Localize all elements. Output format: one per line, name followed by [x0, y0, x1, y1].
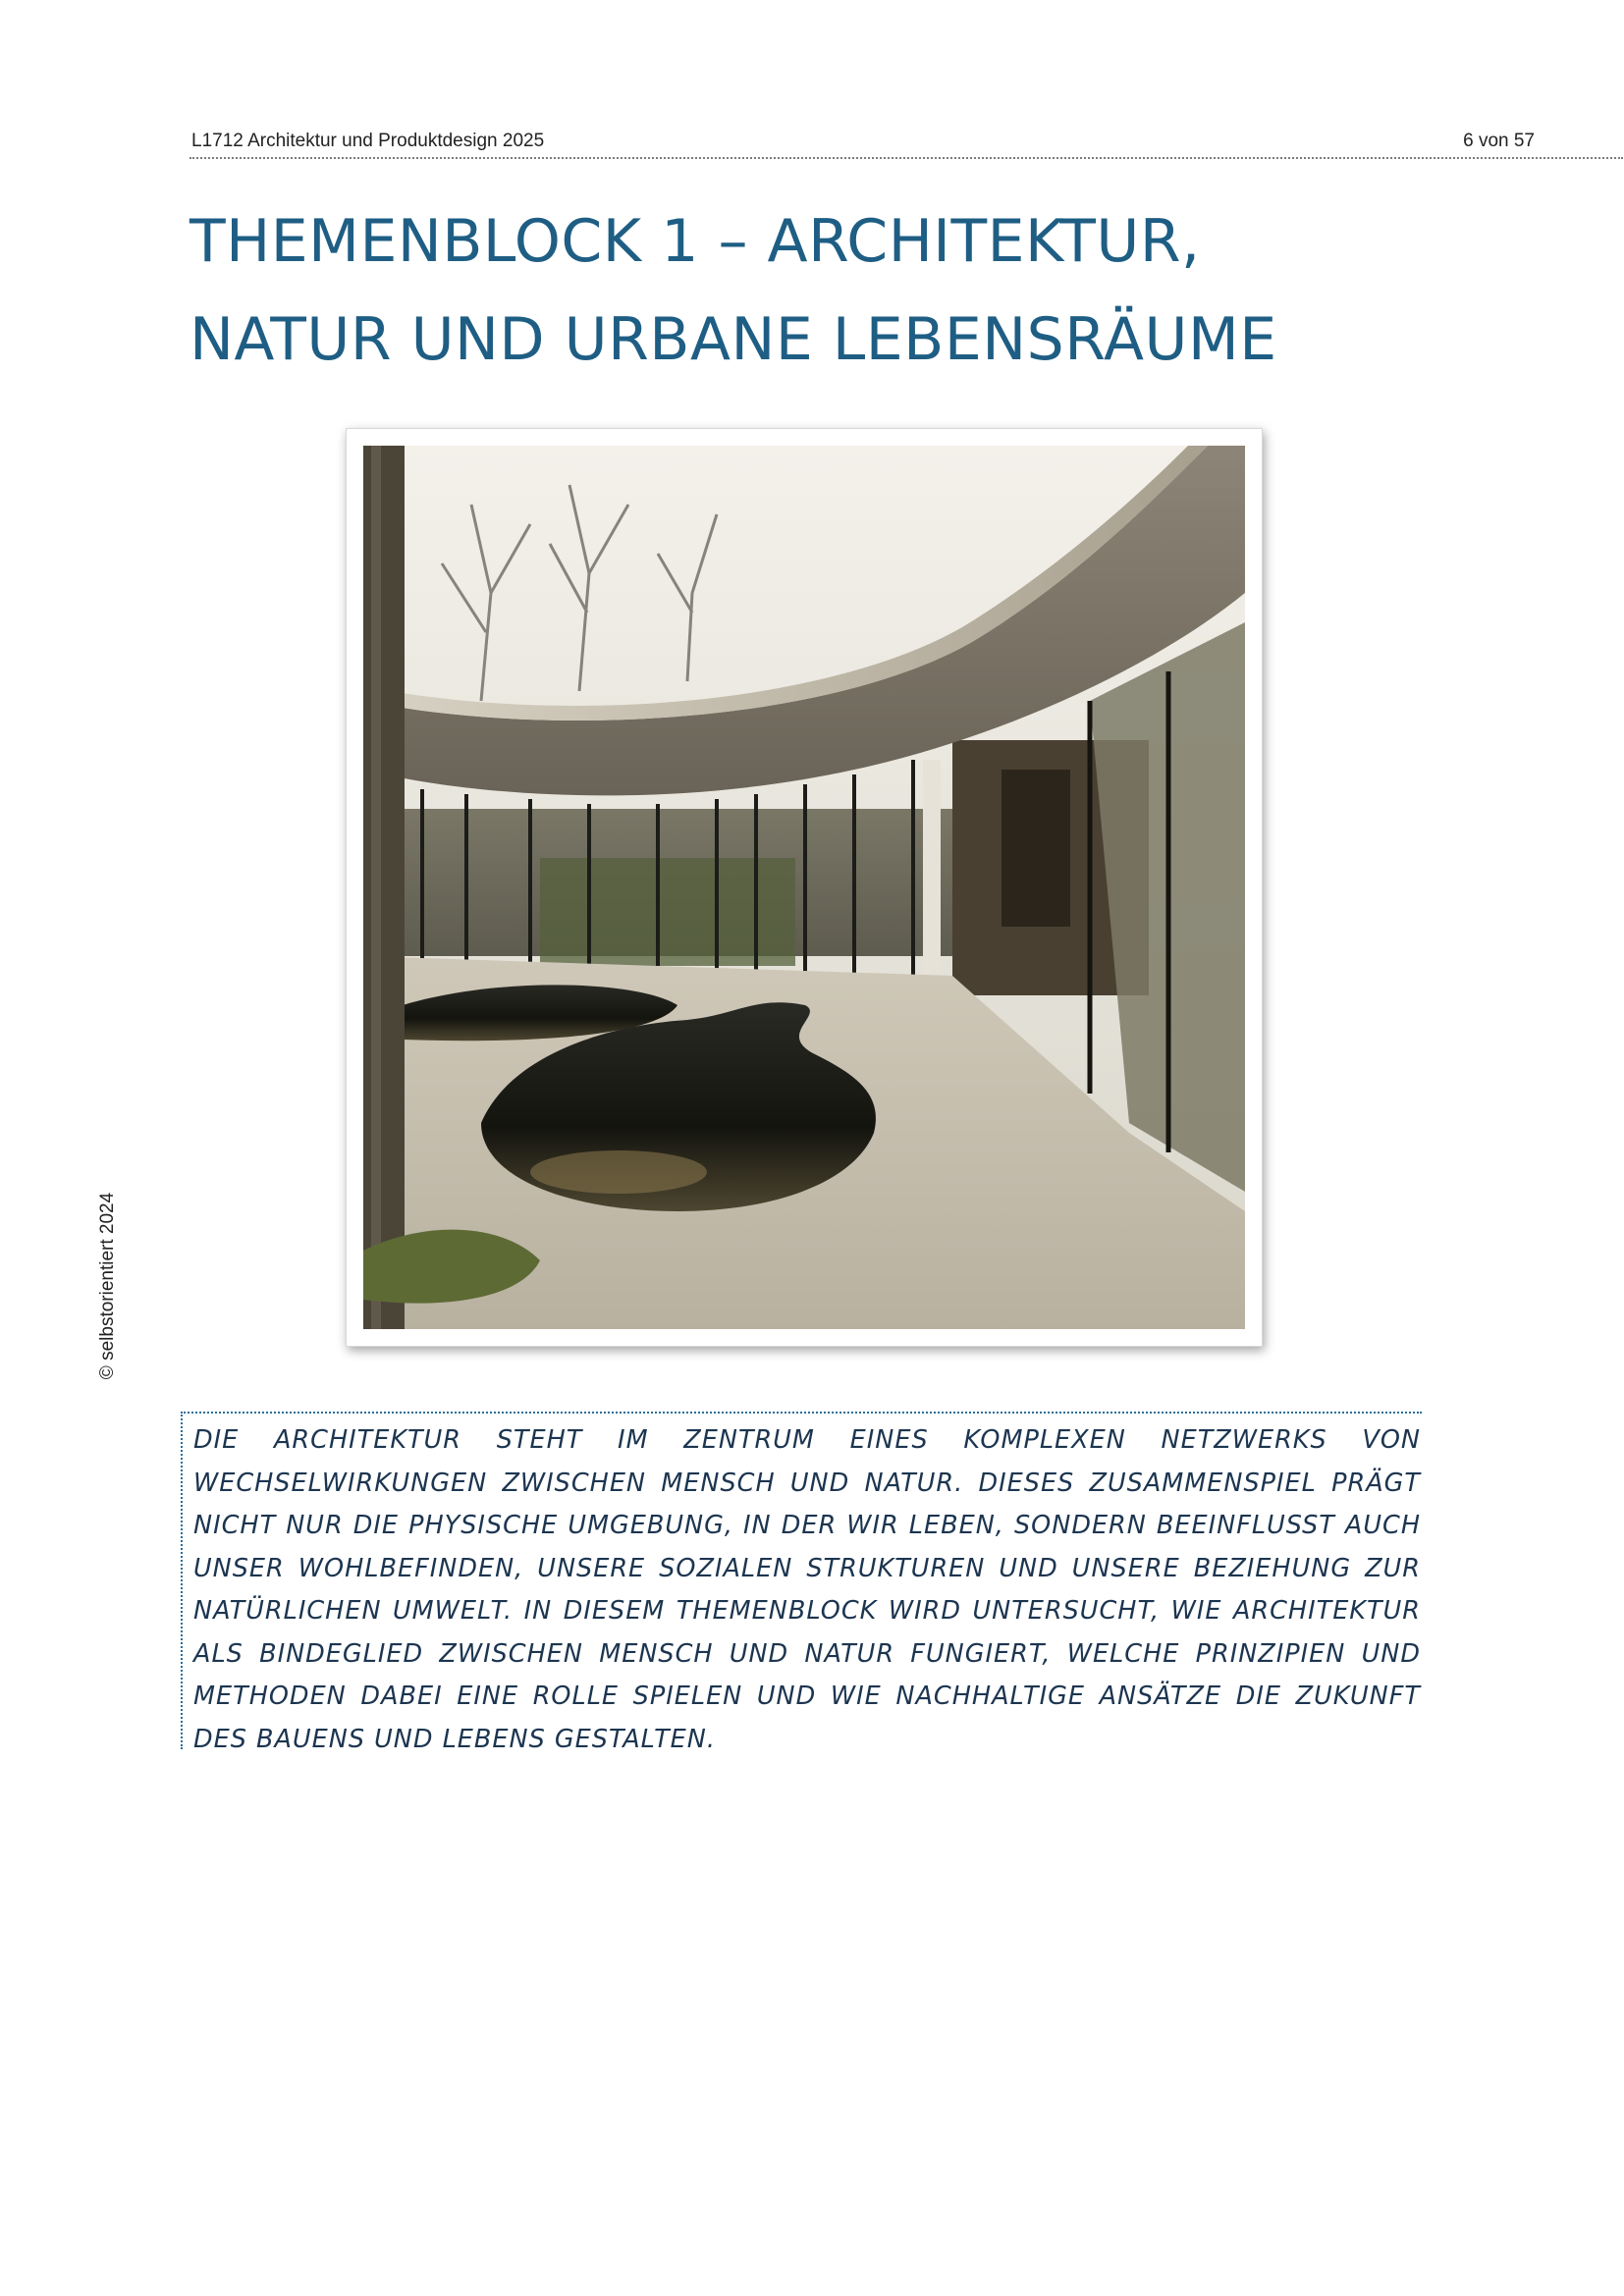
- architecture-photo: [363, 446, 1245, 1329]
- copyright-text: © selbstorientiert 2024: [97, 1192, 118, 1380]
- architecture-photo-frame: [346, 428, 1263, 1347]
- title-line-2: NATUR UND URBANE LEBENSRÄUME: [189, 305, 1277, 374]
- document-title: L1712 Architektur und Produktdesign 2025: [191, 131, 545, 151]
- intro-text: DIE ARCHITEKTUR STEHT IM ZENTRUM EINES KOMPLEXEN NETZWERKS VON WECHSELWIRKUNGEN ZWISCHEN MENSCH UND NATUR. DIESES ZUSAMMENSPIEL PRÄGT NICHT NUR DIE PHYSISCHE UMGEBUNG, IN DER WIR LEBEN, SONDERN BEEINFLUSST AUCH UNSER WOHLBEFINDEN, UNSERE SOZIALEN STRUKTUREN UND UNSERE BEZIEHUNG ZUR NATÜRLICHEN UMWELT. IN DIESEM THEMENBLOCK WIRD UNTERSUCHT, WIE ARCHITEKTUR ALS BINDEGLIED ZWISCHEN MENSCH UND NATUR FUNGIERT, WELCHE PRINZIPIEN UND METHODEN DABEI EINE ROLLE SPIELEN UND WIE NACHHALTIGE ANSÄTZE DIE ZUKUNFT DES BAUENS UND LEBENS GESTALTEN.: [193, 1425, 1421, 1754]
- title-line-1: THEMENBLOCK 1 – ARCHITEKTUR,: [189, 207, 1201, 276]
- page-title: [189, 192, 1466, 389]
- intro-callout: [181, 1412, 1422, 1754]
- page-header: [189, 126, 1623, 159]
- page-number: 6 von 57: [1463, 131, 1535, 151]
